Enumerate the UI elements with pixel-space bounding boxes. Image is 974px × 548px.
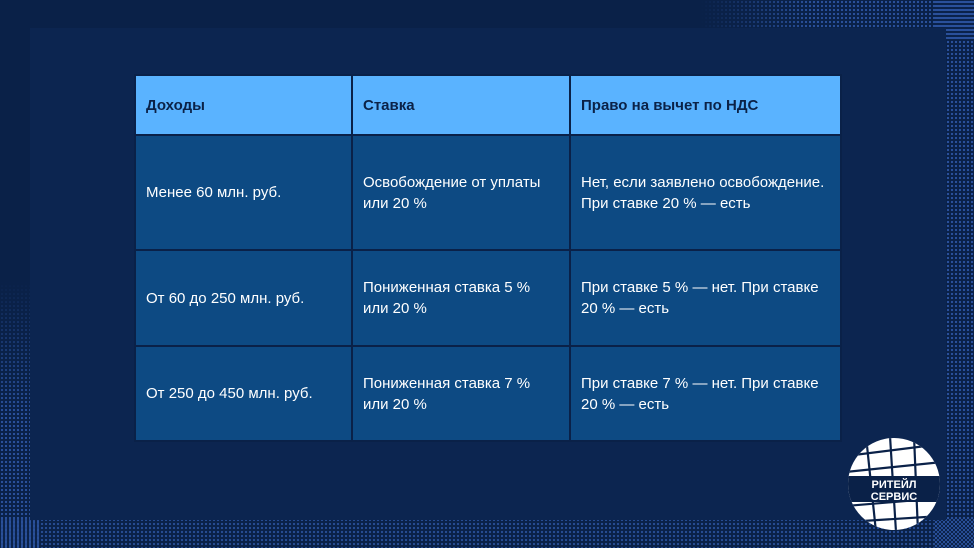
cell-rate: Пониженная ставка 7 % или 20 %	[352, 346, 570, 441]
logo-text-line1: РИТЕЙЛ	[871, 479, 917, 491]
table-row	[135, 250, 841, 346]
cell-vat-deduction: При ставке 5 % — нет. При ставке 20 % — есть	[570, 250, 841, 346]
dotted-pattern-bottom	[0, 518, 974, 548]
logo-text-line2: СЕРВИС	[870, 491, 918, 503]
header-rate: Ставка	[352, 75, 570, 135]
cell-vat-deduction: Нет, если заявлено освобождение. При ставке 20 % — есть	[570, 135, 841, 250]
table-row	[135, 135, 841, 250]
table-row	[135, 346, 841, 441]
company-logo	[846, 436, 942, 532]
cell-rate: Освобождение от уплаты или 20 %	[352, 135, 570, 250]
cell-vat-deduction: При ставке 7 % — нет. При ставке 20 % — есть	[570, 346, 841, 441]
cell-income: От 60 до 250 млн. руб.	[135, 250, 352, 346]
header-income: Доходы	[135, 75, 352, 135]
cell-income: От 250 до 450 млн. руб.	[135, 346, 352, 441]
header-vat-deduction: Право на вычет по НДС	[570, 75, 841, 135]
cell-income: Менее 60 млн. руб.	[135, 135, 352, 250]
cell-rate: Пониженная ставка 5 % или 20 %	[352, 250, 570, 346]
table-header-row	[135, 75, 841, 135]
vat-rates-table	[134, 74, 842, 442]
